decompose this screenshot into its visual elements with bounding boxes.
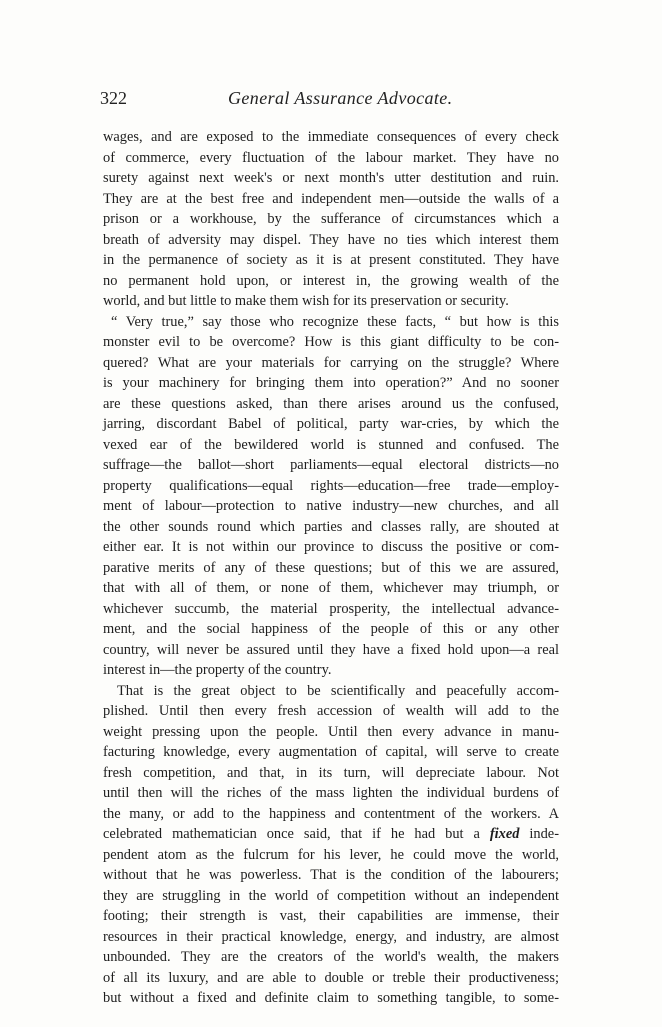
text-line: vexed ear of the bewildered world is stunned and confused. The <box>103 436 559 453</box>
text-line: breath of adversity may dispel. They have no ties which interest them <box>103 231 559 248</box>
text-line: jarring, discordant Babel of political, party war-cries, by which the <box>103 416 559 432</box>
text-line <box>103 824 559 845</box>
text-line: facturing knowledge, every augmentation of capital, will serve to create <box>103 744 559 760</box>
text-line: of all its luxury, and are able to double or treble their productiveness; <box>103 969 559 986</box>
text-line: whichever succumb, the material prosperity, the intellectual advance- <box>103 600 559 617</box>
text-line: interest in—the property of the country. <box>103 662 332 678</box>
text-line: footing; their strength is vast, their capabilities are immense, their <box>103 908 559 924</box>
text-line: suffrage—the ballot—short parliaments—equal electoral districts—no <box>103 457 559 473</box>
text-line: either ear. It is not within our province to discuss the positive or com- <box>103 539 559 555</box>
text-line: are these questions asked, than there arises around us the confused, <box>103 395 559 412</box>
running-title: General Assurance Advocate. <box>228 88 453 108</box>
body-text <box>103 127 559 1009</box>
text-line: in the permanence of society as it is at present constituted. They have <box>103 252 559 268</box>
text-line: They are at the best free and independent men—outside the walls of a <box>103 190 559 207</box>
text-line: monster evil to be overcome? How is this giant difficulty to be con- <box>103 334 559 350</box>
text-line: of commerce, every fluctuation of the labour market. They have no <box>103 149 559 166</box>
text-line: fresh competition, and that, in its turn, will depreciate labour. Not <box>103 764 559 781</box>
text-line: prison or a workhouse, by the sufferance of circumstances which a <box>103 211 559 227</box>
text-segment: celebrated mathematician once said, that if he had but a <box>103 826 480 842</box>
text-line: without that he was powerless. That is the condition of the labourers; <box>103 867 559 883</box>
text-line: surety against next week's or next month's utter destitution and ruin. <box>103 170 559 186</box>
text-line: unbounded. They are the creators of the world's wealth, the makers <box>103 949 559 965</box>
text-line: country, will never be assured until they have a fixed hold upon—a real <box>103 641 559 658</box>
text-line: pendent atom as the fulcrum for his lever, he could move the world, <box>103 846 559 863</box>
text-line: the other sounds round which parties and classes rally, are shouted at <box>103 518 559 535</box>
text-line: ment of labour—protection to native industry—new churches, and all <box>103 498 559 514</box>
text-line: weight pressing upon the people. Until then every advance in manu- <box>103 723 559 740</box>
text-line: until then will the riches of the mass lighten the individual burdens of <box>103 785 559 801</box>
text-line: no permanent hold upon, or interest in, the growing wealth of the <box>103 272 559 289</box>
text-line: world, and but little to make them wish for its preservation or security. <box>103 293 509 309</box>
text-line: that with all of them, or none of them, whichever may triumph, or <box>103 580 559 596</box>
text-line: resources in their practical knowledge, energy, and industry, are almost <box>103 928 559 945</box>
text-line: but without a fixed and definite claim to something tangible, to some- <box>103 990 559 1006</box>
text-line: property qualifications—equal rights—education—free trade—employ- <box>103 477 559 494</box>
text-line: quered? What are your materials for carrying on the struggle? Where <box>103 354 559 371</box>
text-line: plished. Until then every fresh accession of wealth will add to the <box>103 703 559 719</box>
paragraph-start-line: That is the great object to be scientifically and peacefully accom- <box>117 682 559 699</box>
text-line: ment, and the social happiness of the people of this or any other <box>103 621 559 637</box>
text-line: the many, or add to the happiness and contentment of the workers. A <box>103 805 559 822</box>
page-header <box>100 88 560 112</box>
text-line: they are struggling in the world of competition without an independent <box>103 887 559 904</box>
paragraph-start-line: “ Very true,” say those who recognize these facts, “ but how is this <box>111 313 559 330</box>
emphasis-word: fixed <box>489 826 520 842</box>
text-segment: inde- <box>529 826 559 842</box>
text-line: is your machinery for bringing them into operation?” And no sooner <box>103 375 559 391</box>
page-number: 322 <box>100 88 127 108</box>
text-line: wages, and are exposed to the immediate consequences of every check <box>103 129 559 145</box>
text-line: parative merits of any of these questions; but of this we are assured, <box>103 559 559 576</box>
